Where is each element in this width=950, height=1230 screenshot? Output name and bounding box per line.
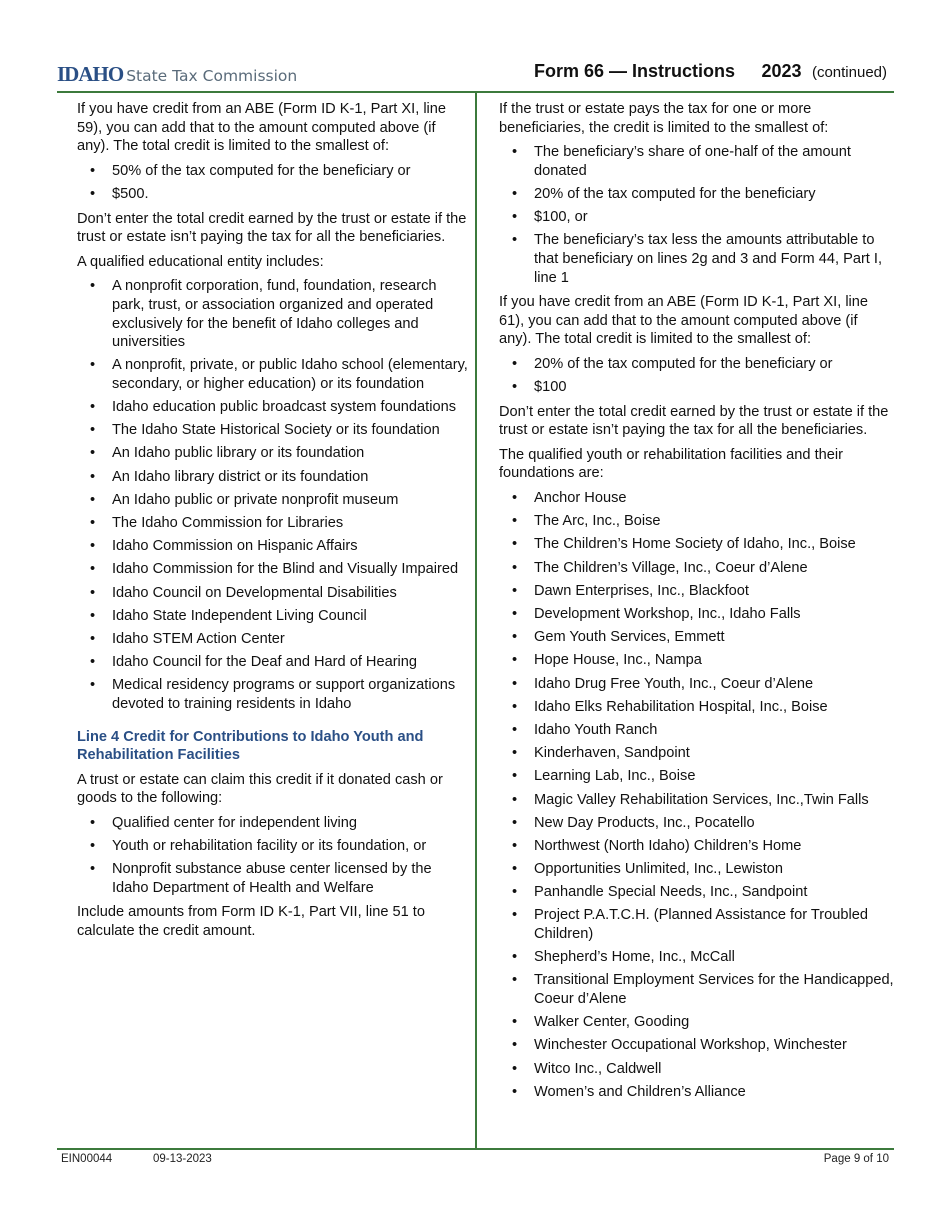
list-item: • Youth or rehabilitation facility or its foundation, or bbox=[77, 837, 469, 856]
continued-label: (continued) bbox=[811, 64, 887, 81]
list-item: • 20% of the tax computed for the beneficiary or bbox=[499, 355, 894, 374]
footer-date: 09-13-2023 bbox=[153, 1153, 212, 1165]
list-item: • Idaho Council on Developmental Disabilities bbox=[77, 584, 469, 603]
total-credit-note: Don’t enter the total credit earned by the trust or estate if the trust or estate isn’t paying the tax for all the beneficiaries. bbox=[77, 210, 467, 246]
column-divider bbox=[475, 92, 477, 1149]
list-item: • An Idaho public or private nonprofit museum bbox=[77, 491, 469, 510]
list-item: • Idaho Drug Free Youth, Inc., Coeur d’Alene bbox=[499, 675, 894, 694]
form-year: 2023 bbox=[761, 61, 802, 81]
list-item: • $500. bbox=[77, 185, 469, 204]
abe-limit-list bbox=[499, 355, 894, 397]
donation-list bbox=[77, 814, 469, 898]
list-item: • The Children’s Village, Inc., Coeur d’Alene bbox=[499, 559, 894, 578]
beneficiary-limit-list bbox=[499, 143, 894, 287]
list-item: • Dawn Enterprises, Inc., Blackfoot bbox=[499, 582, 894, 601]
list-item: • Idaho State Independent Living Council bbox=[77, 607, 469, 626]
list-item: • Idaho Council for the Deaf and Hard of Hearing bbox=[77, 653, 469, 672]
list-item: • The Idaho State Historical Society or its foundation bbox=[77, 421, 469, 440]
form-title-block bbox=[534, 61, 887, 82]
list-item: • Qualified center for independent living bbox=[77, 814, 469, 833]
list-item: • Kinderhaven, Sandpoint bbox=[499, 744, 894, 763]
left-column bbox=[77, 100, 469, 947]
list-item: • Shepherd’s Home, Inc., McCall bbox=[499, 948, 894, 967]
list-item: • An Idaho library district or its foundation bbox=[77, 468, 469, 487]
list-item: • $100, or bbox=[499, 208, 894, 227]
list-item: • Panhandle Special Needs, Inc., Sandpoint bbox=[499, 883, 894, 902]
educational-entity-list bbox=[77, 277, 469, 713]
beneficiary-limit-intro: If the trust or estate pays the tax for one or more beneficiaries, the credit is limited to the smallest of: bbox=[499, 101, 829, 136]
abe-credit-paragraph: If you have credit from an ABE (Form ID K-1, Part XI, line 59), you can add that to the amount computed above (if any). The total credit is limited to the smallest of: bbox=[77, 101, 447, 155]
list-item: • Idaho Youth Ranch bbox=[499, 721, 894, 740]
list-item: • Opportunities Unlimited, Inc., Lewiston bbox=[499, 860, 894, 879]
list-item: • Medical residency programs or support organizations devoted to training residents in Idaho bbox=[77, 676, 469, 713]
educational-entity-intro: A qualified educational entity includes: bbox=[77, 253, 324, 270]
list-item: • Idaho STEM Action Center bbox=[77, 630, 469, 649]
form-title: Form 66 — Instructions bbox=[533, 61, 735, 81]
list-item: • Idaho education public broadcast system foundations bbox=[77, 398, 469, 417]
list-item: • 20% of the tax computed for the beneficiary bbox=[499, 185, 894, 204]
list-item: • Transitional Employment Services for the Handicapped, Coeur d’Alene bbox=[499, 971, 894, 1008]
list-item: • Women’s and Children’s Alliance bbox=[499, 1083, 894, 1102]
logo-agency: State Tax Commission bbox=[126, 67, 298, 85]
list-item: • The Children’s Home Society of Idaho, Inc., Boise bbox=[499, 535, 894, 554]
list-item: • Idaho Commission on Hispanic Affairs bbox=[77, 537, 469, 556]
list-item: • Hope House, Inc., Nampa bbox=[499, 651, 894, 670]
total-credit-note: Don’t enter the total credit earned by the trust or estate if the trust or estate isn’t paying the tax for all the beneficiaries. bbox=[499, 403, 889, 439]
footer-form-code: EIN00044 bbox=[61, 1153, 113, 1165]
agency-logo bbox=[57, 62, 297, 87]
list-item: • The Idaho Commission for Libraries bbox=[77, 514, 469, 533]
list-item: • 50% of the tax computed for the beneficiary or bbox=[77, 162, 469, 181]
list-item: • An Idaho public library or its foundation bbox=[77, 444, 469, 463]
list-item: • Nonprofit substance abuse center licensed by the Idaho Department of Health and Welfare bbox=[77, 860, 469, 897]
list-item: • Northwest (North Idaho) Children’s Home bbox=[499, 837, 894, 856]
right-column bbox=[499, 100, 894, 1107]
list-item: • Gem Youth Services, Emmett bbox=[499, 628, 894, 647]
line-4-heading: Line 4 Credit for Contributions to Idaho Youth and Rehabilitation Facilities bbox=[77, 728, 424, 764]
list-item: • The beneficiary’s share of one-half of the amount donated bbox=[499, 143, 894, 180]
donation-intro: A trust or estate can claim this credit if it donated cash or goods to the following: bbox=[77, 771, 443, 807]
logo-brand: IDAHO bbox=[57, 62, 124, 86]
list-item: • Witco Inc., Caldwell bbox=[499, 1060, 894, 1079]
list-item: • The beneficiary’s tax less the amounts attributable to that beneficiary on lines 2g and 3 and Form 44, Part I, line 1 bbox=[499, 231, 894, 287]
list-item: • A nonprofit, private, or public Idaho school (elementary, secondary, or higher education) or its foundation bbox=[77, 356, 469, 393]
list-item: • $100 bbox=[499, 378, 894, 397]
list-item: • Anchor House bbox=[499, 489, 894, 508]
list-item: • Walker Center, Gooding bbox=[499, 1013, 894, 1032]
list-item: • Learning Lab, Inc., Boise bbox=[499, 767, 894, 786]
list-item: • Project P.A.T.C.H. (Planned Assistance for Troubled Children) bbox=[499, 906, 894, 943]
page-header bbox=[57, 58, 887, 88]
footer-divider bbox=[57, 1148, 894, 1150]
list-item: • New Day Products, Inc., Pocatello bbox=[499, 814, 894, 833]
footer-page-number: Page 9 of 10 bbox=[823, 1153, 889, 1165]
k1-amounts-note: Include amounts from Form ID K-1, Part VII, line 51 to calculate the credit amount. bbox=[77, 904, 425, 940]
abe-limit-list bbox=[77, 162, 469, 204]
list-item: • The Arc, Inc., Boise bbox=[499, 512, 894, 531]
abe-credit-paragraph: If you have credit from an ABE (Form ID K-1, Part XI, line 61), you can add that to the amount computed above (if any). The total credit is limited to the smallest of: bbox=[499, 294, 869, 348]
facilities-intro: The qualified youth or rehabilitation facilities and their foundations are: bbox=[499, 446, 843, 482]
list-item: • Winchester Occupational Workshop, Winchester bbox=[499, 1036, 894, 1055]
list-item: • A nonprofit corporation, fund, foundation, research park, trust, or association organized and operated exclusively for the benefit of Idaho colleges and universities bbox=[77, 277, 469, 351]
list-item: • Idaho Commission for the Blind and Visually Impaired bbox=[77, 560, 469, 579]
list-item: • Magic Valley Rehabilitation Services, Inc.,Twin Falls bbox=[499, 791, 894, 810]
list-item: • Development Workshop, Inc., Idaho Falls bbox=[499, 605, 894, 624]
facilities-list bbox=[499, 489, 894, 1101]
list-item: • Idaho Elks Rehabilitation Hospital, Inc., Boise bbox=[499, 698, 894, 717]
